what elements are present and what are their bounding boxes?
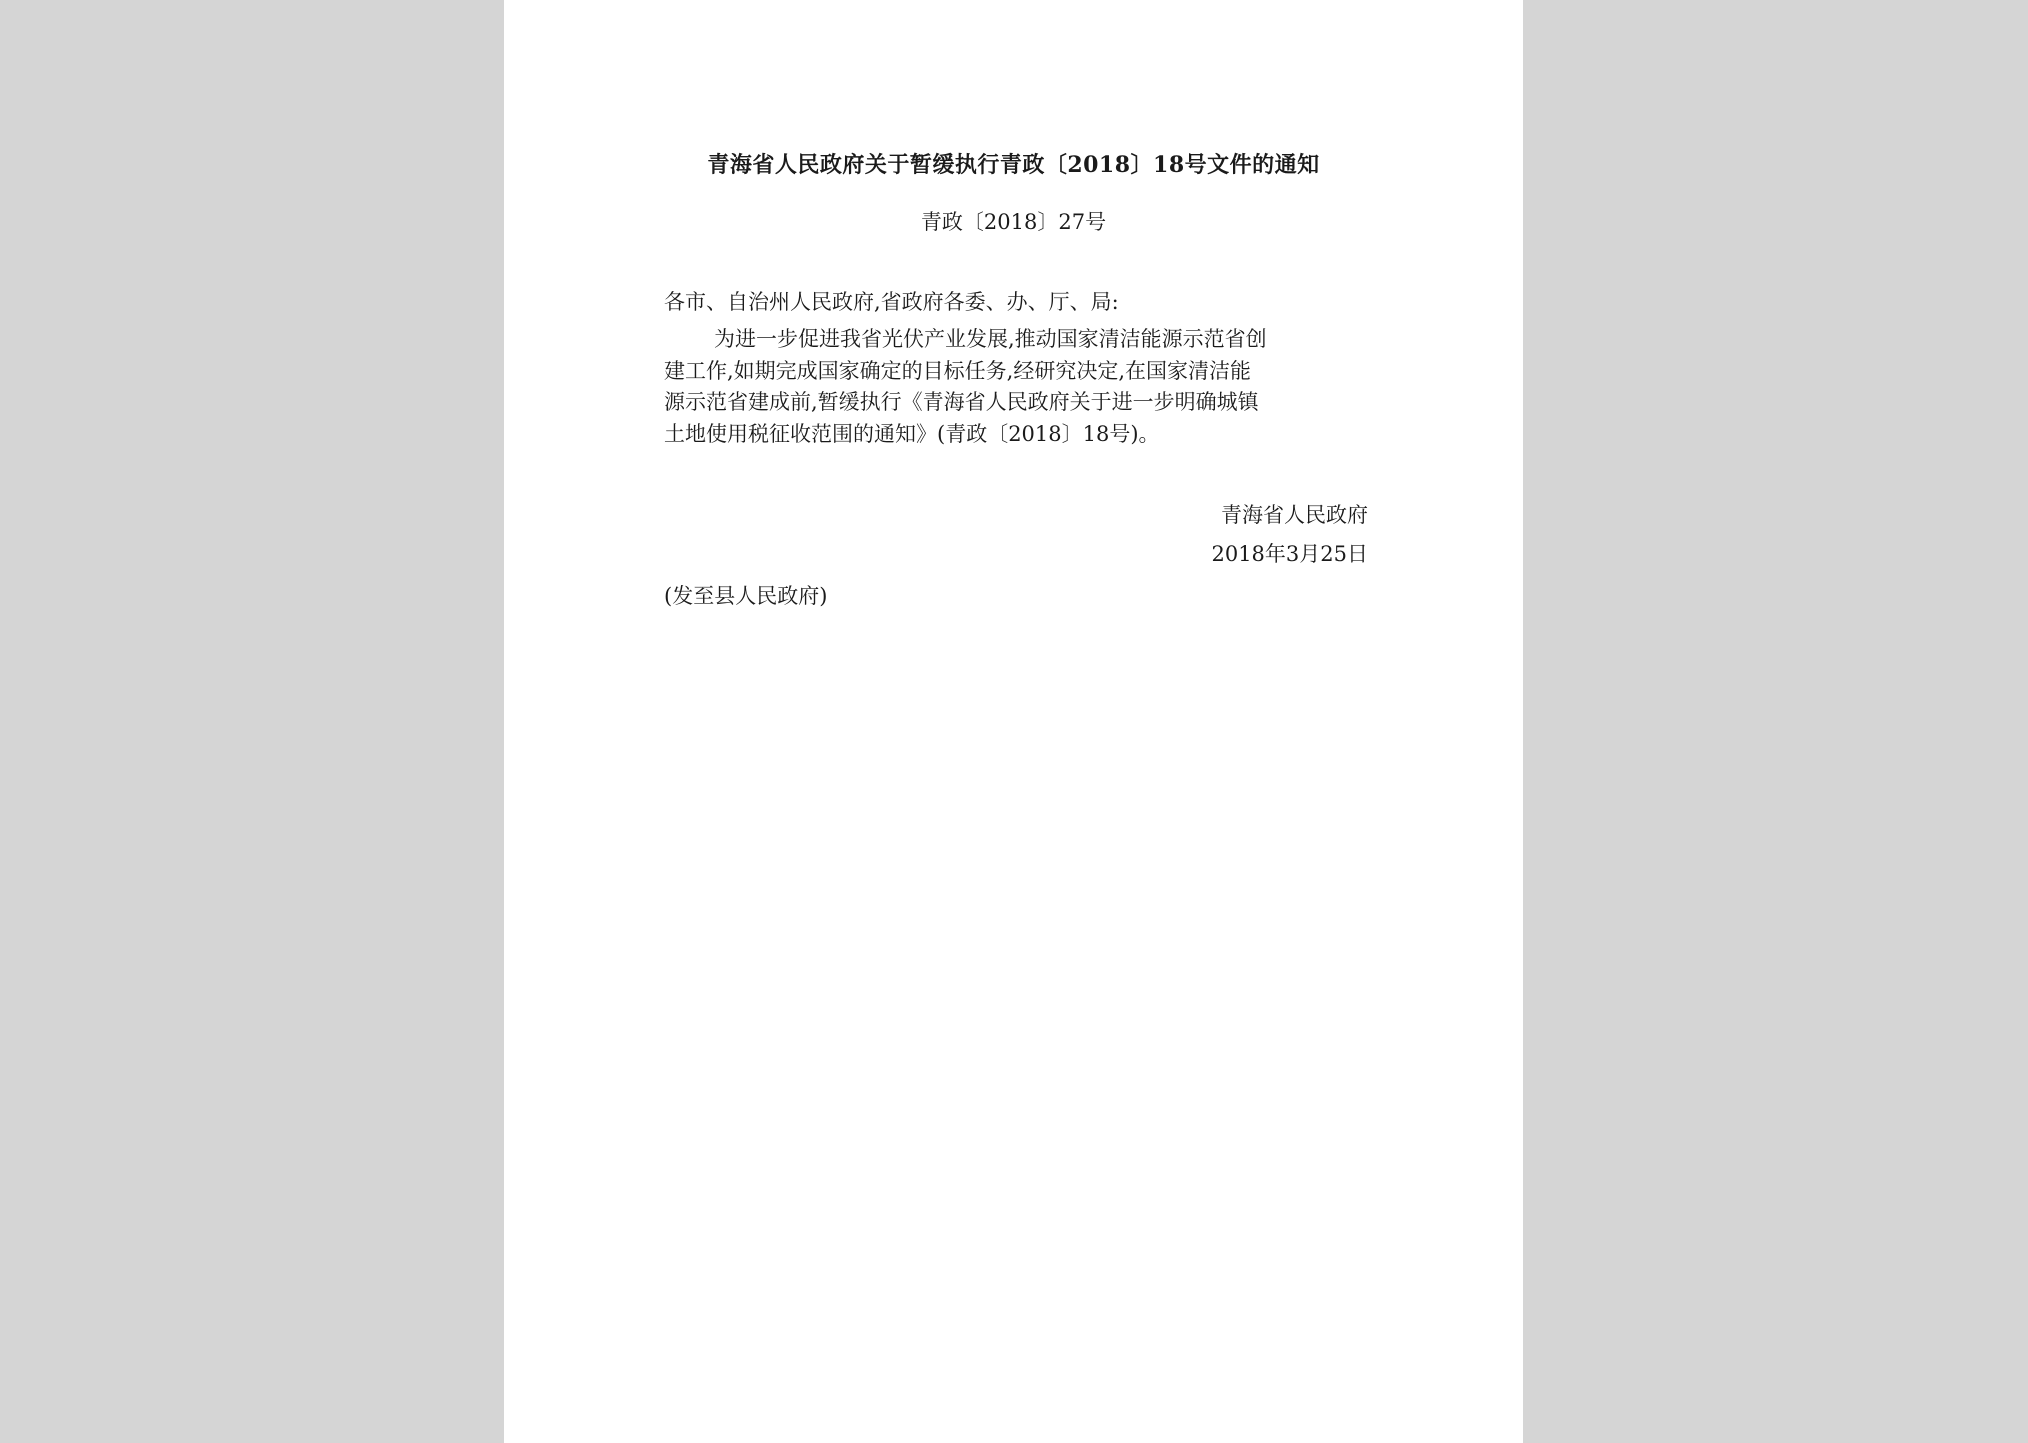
- issuer-signature: 青海省人民政府: [1221, 503, 1368, 527]
- distribution-note: (发至县人民政府): [664, 584, 828, 608]
- body-line: 为进一步促进我省光伏产业发展,推动国家清洁能源示范省创: [714, 327, 1267, 351]
- addressee-line: 各市、自治州人民政府,省政府各委、办、厅、局:: [664, 290, 1119, 314]
- body-line: 源示范省建成前,暂缓执行《青海省人民政府关于进一步明确城镇: [664, 390, 1259, 414]
- issue-date: 2018年3月25日: [1211, 542, 1368, 566]
- document-title: 青海省人民政府关于暂缓执行青政〔2018〕18号文件的通知: [707, 152, 1320, 178]
- document-number: 青政〔2018〕27号: [920, 210, 1107, 234]
- document-body: [664, 324, 1364, 450]
- body-line: 建工作,如期完成国家确定的目标任务,经研究决定,在国家清洁能: [664, 358, 1252, 383]
- body-line: 土地使用税征收范围的通知》(青政〔2018〕18号)。: [664, 421, 1160, 446]
- document-page: [504, 0, 1523, 1443]
